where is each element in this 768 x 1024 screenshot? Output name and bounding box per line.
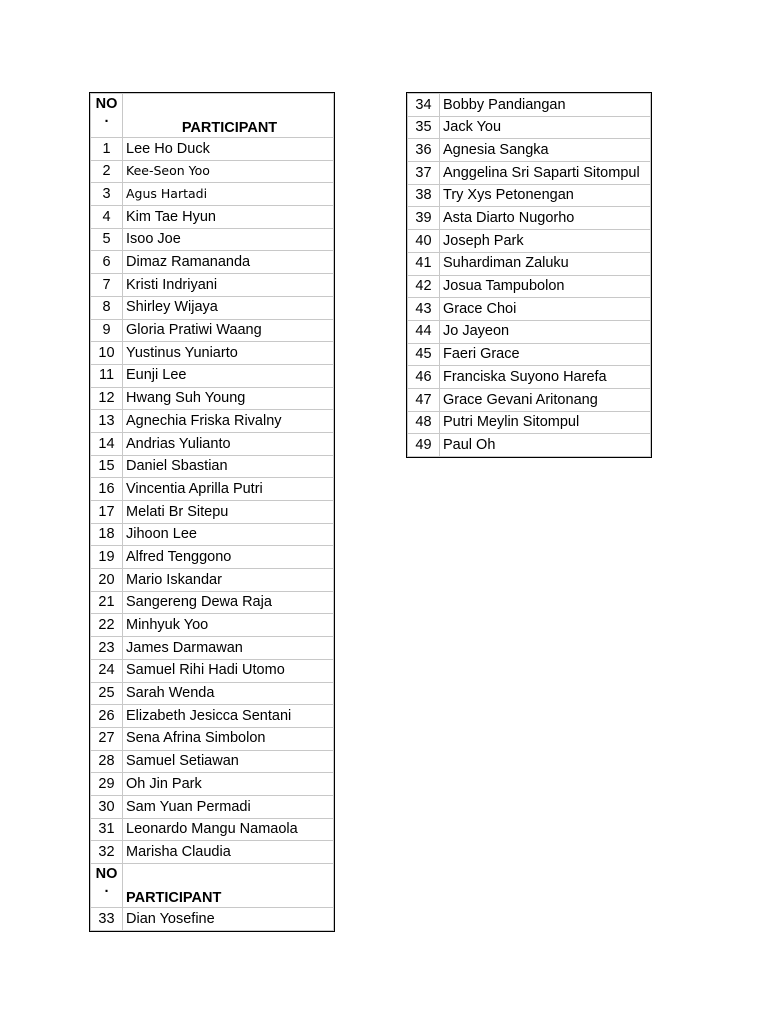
participant-name: Paul Oh xyxy=(440,434,651,457)
table-row xyxy=(91,501,334,524)
row-number: 24 xyxy=(91,659,123,682)
participant-name: Franciska Suyono Harefa xyxy=(440,366,651,389)
table-row xyxy=(91,908,334,931)
row-number: 17 xyxy=(91,501,123,524)
table-row xyxy=(91,523,334,546)
row-number: 1 xyxy=(91,138,123,161)
row-number: 44 xyxy=(408,320,440,343)
no-column-header: NO . xyxy=(91,94,123,138)
row-number: 4 xyxy=(91,206,123,229)
table-row xyxy=(91,432,334,455)
row-number: 42 xyxy=(408,275,440,298)
participant-name: Dian Yosefine xyxy=(123,908,334,931)
row-number: 49 xyxy=(408,434,440,457)
table-row xyxy=(91,160,334,183)
row-number: 7 xyxy=(91,274,123,297)
row-number: 27 xyxy=(91,727,123,750)
table-row xyxy=(91,138,334,161)
table-row xyxy=(91,364,334,387)
table-row xyxy=(91,296,334,319)
table-row xyxy=(91,410,334,433)
participant-name: Alfred Tenggono xyxy=(123,546,334,569)
table-row xyxy=(91,795,334,818)
row-number: 19 xyxy=(91,546,123,569)
participant-name: Leonardo Mangu Namaola xyxy=(123,818,334,841)
participant-name: Elizabeth Jesicca Sentani xyxy=(123,705,334,728)
participant-name: Shirley Wijaya xyxy=(123,296,334,319)
row-number: 25 xyxy=(91,682,123,705)
participant-name: Dimaz Ramananda xyxy=(123,251,334,274)
participant-table-right xyxy=(407,93,651,457)
table-row xyxy=(408,366,651,389)
participant-name: Oh Jin Park xyxy=(123,773,334,796)
table-row xyxy=(408,434,651,457)
participant-name: Sam Yuan Permadi xyxy=(123,795,334,818)
table-row xyxy=(408,320,651,343)
row-number: 30 xyxy=(91,795,123,818)
participant-name: Putri Meylin Sitompul xyxy=(440,411,651,434)
row-number: 39 xyxy=(408,207,440,230)
participant-name: Samuel Setiawan xyxy=(123,750,334,773)
participant-name: Jo Jayeon xyxy=(440,320,651,343)
table-row xyxy=(408,162,651,185)
table-row xyxy=(91,342,334,365)
row-number: 29 xyxy=(91,773,123,796)
row-number: 16 xyxy=(91,478,123,501)
participant-name: Daniel Sbastian xyxy=(123,455,334,478)
row-number: 18 xyxy=(91,523,123,546)
table-row xyxy=(91,274,334,297)
row-number: 45 xyxy=(408,343,440,366)
participant-name: Hwang Suh Young xyxy=(123,387,334,410)
table-row xyxy=(91,478,334,501)
participant-column-header: PARTICIPANT xyxy=(123,94,334,138)
table-row xyxy=(91,206,334,229)
table-row xyxy=(408,411,651,434)
table-row xyxy=(91,614,334,637)
row-number: 33 xyxy=(91,908,123,931)
row-number: 11 xyxy=(91,364,123,387)
participant-name: Kim Tae Hyun xyxy=(123,206,334,229)
table-row xyxy=(408,252,651,275)
participant-name: Samuel Rihi Hadi Utomo xyxy=(123,659,334,682)
row-number: 15 xyxy=(91,455,123,478)
table-row xyxy=(91,682,334,705)
participant-name: Lee Ho Duck xyxy=(123,138,334,161)
row-number: 12 xyxy=(91,387,123,410)
table-row xyxy=(408,139,651,162)
table-row xyxy=(91,773,334,796)
participant-name: Sena Afrina Simbolon xyxy=(123,727,334,750)
participant-name: Yustinus Yuniarto xyxy=(123,342,334,365)
row-number: 43 xyxy=(408,298,440,321)
row-number: 48 xyxy=(408,411,440,434)
participant-name: Josua Tampubolon xyxy=(440,275,651,298)
row-number: 3 xyxy=(91,183,123,206)
row-number: 34 xyxy=(408,94,440,117)
table-row xyxy=(91,637,334,660)
row-number: 46 xyxy=(408,366,440,389)
participant-name: Agnechia Friska Rivalny xyxy=(123,410,334,433)
participant-name: Melati Br Sitepu xyxy=(123,501,334,524)
participant-name: James Darmawan xyxy=(123,637,334,660)
participant-name: Sarah Wenda xyxy=(123,682,334,705)
participant-column-header: PARTICIPANT xyxy=(123,864,334,908)
table-row xyxy=(91,455,334,478)
row-number: 38 xyxy=(408,184,440,207)
row-number: 5 xyxy=(91,228,123,251)
table-row xyxy=(408,298,651,321)
participant-name: Marisha Claudia xyxy=(123,841,334,864)
row-number: 20 xyxy=(91,569,123,592)
row-number: 37 xyxy=(408,162,440,185)
table-row xyxy=(91,591,334,614)
table-header-row-repeat xyxy=(91,864,334,908)
row-number: 13 xyxy=(91,410,123,433)
row-number: 41 xyxy=(408,252,440,275)
row-number: 26 xyxy=(91,705,123,728)
row-number: 36 xyxy=(408,139,440,162)
participant-name: Faeri Grace xyxy=(440,343,651,366)
participant-name: Isoo Joe xyxy=(123,228,334,251)
table-row xyxy=(91,727,334,750)
participant-name: Try Xys Petonengan xyxy=(440,184,651,207)
table-row xyxy=(91,387,334,410)
participant-name: Grace Choi xyxy=(440,298,651,321)
row-number: 14 xyxy=(91,432,123,455)
table-row xyxy=(91,319,334,342)
table-row xyxy=(408,275,651,298)
participant-name: Jihoon Lee xyxy=(123,523,334,546)
participant-name: Anggelina Sri Saparti Sitompul xyxy=(440,162,651,185)
row-number: 23 xyxy=(91,637,123,660)
row-number: 47 xyxy=(408,388,440,411)
participant-name: Agus Hartadi xyxy=(123,183,334,206)
row-number: 21 xyxy=(91,591,123,614)
participant-name: Grace Gevani Aritonang xyxy=(440,388,651,411)
participant-name: Vincentia Aprilla Putri xyxy=(123,478,334,501)
participant-name: Mario Iskandar xyxy=(123,569,334,592)
row-number: 28 xyxy=(91,750,123,773)
table-row xyxy=(91,818,334,841)
row-number: 2 xyxy=(91,160,123,183)
participant-name: Joseph Park xyxy=(440,230,651,253)
table-row xyxy=(408,116,651,139)
row-number: 40 xyxy=(408,230,440,253)
no-column-header: NO . xyxy=(91,864,123,908)
row-number: 9 xyxy=(91,319,123,342)
table-row xyxy=(91,750,334,773)
table-row xyxy=(408,230,651,253)
row-number: 31 xyxy=(91,818,123,841)
participant-name: Andrias Yulianto xyxy=(123,432,334,455)
row-number: 32 xyxy=(91,841,123,864)
table-row xyxy=(91,569,334,592)
participant-name: Jack You xyxy=(440,116,651,139)
table-row xyxy=(91,705,334,728)
row-number: 10 xyxy=(91,342,123,365)
table-row xyxy=(91,546,334,569)
table-row xyxy=(91,183,334,206)
table-row xyxy=(408,94,651,117)
table-row xyxy=(91,659,334,682)
row-number: 22 xyxy=(91,614,123,637)
table-row xyxy=(408,207,651,230)
participant-name: Kristi Indriyani xyxy=(123,274,334,297)
table-header-row xyxy=(91,94,334,138)
participant-name: Eunji Lee xyxy=(123,364,334,387)
participant-name: Gloria Pratiwi Waang xyxy=(123,319,334,342)
table-row xyxy=(91,251,334,274)
participant-table-left xyxy=(90,93,334,931)
table-row xyxy=(408,184,651,207)
table-row xyxy=(91,841,334,864)
table-row xyxy=(408,388,651,411)
participant-name: Asta Diarto Nugorho xyxy=(440,207,651,230)
table-row xyxy=(91,228,334,251)
row-number: 8 xyxy=(91,296,123,319)
participant-name: Suhardiman Zaluku xyxy=(440,252,651,275)
participant-name: Agnesia Sangka xyxy=(440,139,651,162)
row-number: 35 xyxy=(408,116,440,139)
participant-name: Bobby Pandiangan xyxy=(440,94,651,117)
participant-name: Kee-Seon Yoo xyxy=(123,160,334,183)
row-number: 6 xyxy=(91,251,123,274)
participant-name: Minhyuk Yoo xyxy=(123,614,334,637)
table-row xyxy=(408,343,651,366)
participant-name: Sangereng Dewa Raja xyxy=(123,591,334,614)
